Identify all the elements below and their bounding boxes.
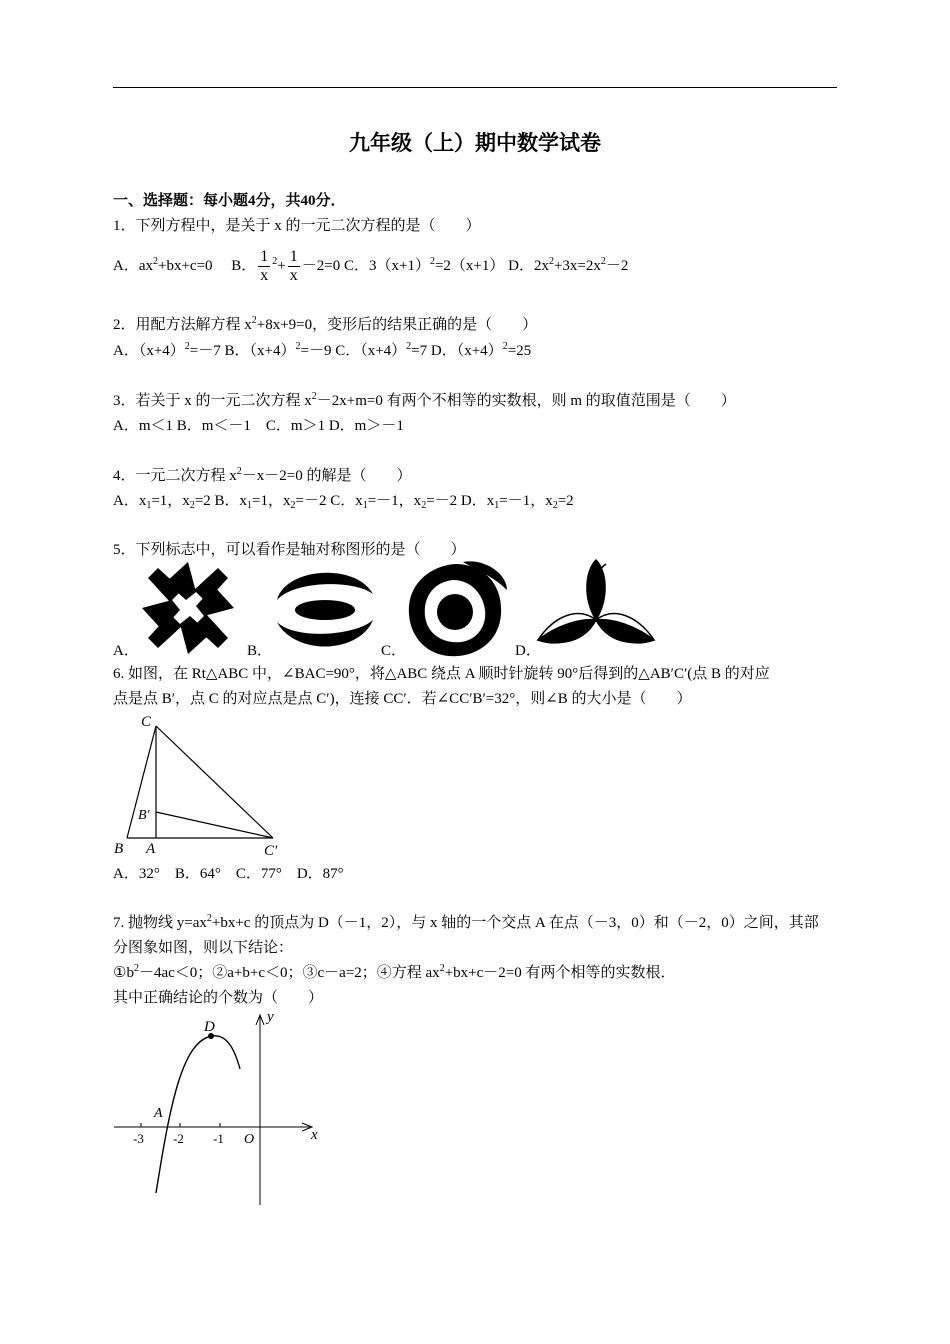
q2-stem: 2．用配方法解方程 $x^2+8x+9=0$，变形后的结果正确的是（ ）: [113, 315, 538, 333]
fig6-label-a: A: [146, 841, 156, 857]
fig6-label-c: C: [141, 714, 152, 730]
q7-stem-2: 分图象如图，则以下结论：: [113, 940, 294, 956]
logo-c-icon: [409, 561, 507, 656]
fig6-label-b: B: [114, 841, 124, 857]
q1-stem: 1．下列方程中，是关于 x 的一元二次方程的是（ ）: [113, 218, 481, 234]
section-heading: 一、选择题：每小题4分，共40分．: [113, 193, 346, 209]
fig7-label-d: D: [204, 1019, 215, 1035]
q2-options: A．$(x+4)^2=-7$ B．$(x+4)^2=-9$ C．$(x+4)^2=7$ D．$(x+4)^2=25$: [113, 341, 532, 359]
q5-label-c: C．: [381, 643, 407, 659]
fig7-label-o: O: [244, 1132, 255, 1147]
fig6-label-cp: C′: [264, 843, 278, 859]
logo-b-icon: [277, 573, 373, 647]
q3-stem: 3．若关于 x 的一元二次方程 $x^2-2x+m=0$ 有两个不相等的实数根，则 m 的取值范围是（ ）: [113, 391, 736, 409]
q7-figure: [110, 1005, 330, 1210]
q5-label-d: D．: [515, 643, 541, 659]
fig7-tick-m3: -3: [133, 1131, 144, 1146]
q4-stem: 4．一元二次方程 $x^2-x-2=0$ 的解是（ ）: [113, 466, 412, 484]
fig7-tick-m2: -2: [173, 1131, 184, 1146]
logo-d-icon: [538, 560, 654, 643]
q5-stem: 5．下列标志中，可以看作是轴对称图形的是（ ）: [113, 542, 466, 558]
q3-options: A．m＜1 B．m＜－1 C．m＞1 D．m＞－1: [113, 418, 404, 434]
q7-stem-1: 7. 抛物线 $y=ax^2+bx+c$ 的顶点为 D（－1，2），与 x 轴的一个交点 A 在点（－3，0）和（－2，0）之间，其部: [113, 913, 819, 931]
q6-stem-2: 点是点 B′，点 C 的对应点是点 C′)，连接 CC′．若∠CC′B′=32°，则∠B 的大小是（ ）: [113, 691, 692, 707]
q6-figure: [110, 708, 300, 860]
q5-label-b: B．: [247, 643, 273, 659]
q6-options: A．32° B．64° C．77° D．87°: [113, 866, 344, 882]
fig6-label-bp: B′: [138, 808, 150, 823]
q4-options: A．$x_1=1$，$x_2=2$ B．$x_1=1$，$x_2=-2$ C．$x_1=-1$，$x_2=-2$ D．$x_1=-1$，$x_2=2$: [113, 493, 574, 511]
q7-stem-3: $①b^2-4ac<0$；②a+b+c＜0；③c－a=2；④方程 $ax^2+bx+c-2=0$ 有两个相等的实数根．: [113, 963, 676, 981]
q5-label-a: A．: [113, 643, 139, 659]
fig7-label-y: y: [267, 1009, 274, 1025]
fig7-tick-m1: -1: [213, 1131, 224, 1146]
page-title: 九年级（上）期中数学试卷: [349, 131, 601, 155]
header-rule: [113, 87, 837, 88]
logo-a-icon: [142, 562, 234, 654]
q1-options: A．$ax^2+bx+c=0$ B． $\frac{1}{x}$ $^2$+ $\frac{1}{x}$ －2=0 C．$3(x+1)^2=2(x+1)$ D．$2x^2+3x=2x^2-2$: [113, 248, 629, 285]
q7-stem-4: 其中正确结论的个数为（ ）: [113, 990, 324, 1006]
fig7-label-x: x: [311, 1127, 318, 1143]
q6-stem-1: 6. 如图，在 Rt△ABC 中，∠BAC=90°，将△ABC 绕点 A 顺时针旋转 90°后得到的△AB′C′(点 B 的对应: [113, 666, 770, 682]
fig7-label-a: A: [154, 1106, 163, 1121]
